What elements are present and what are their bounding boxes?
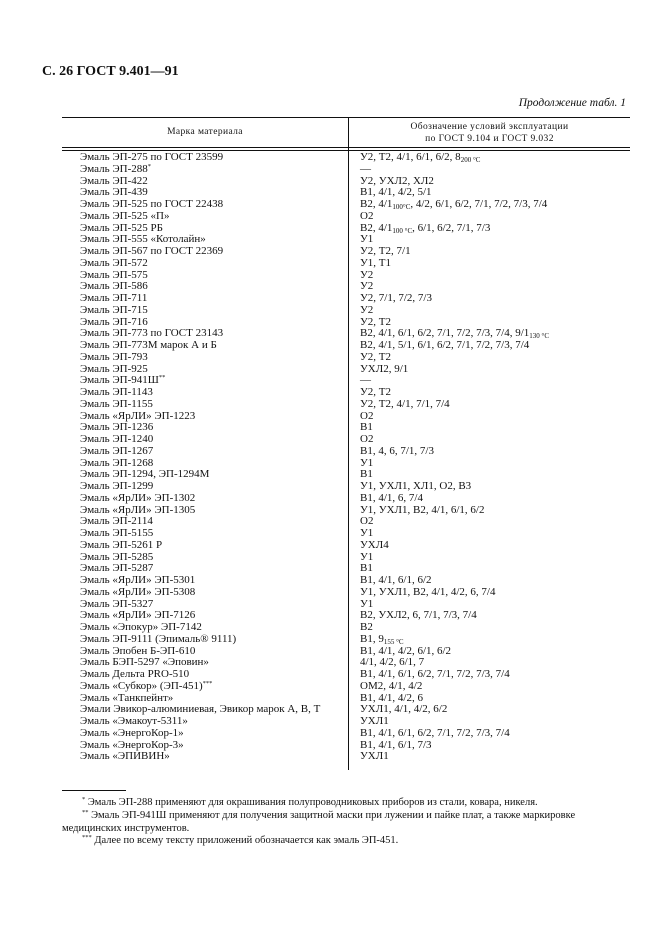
material-name-text: Эмаль ЭП-422 (80, 174, 148, 187)
conditions-text: В1, 4/1, 6/1, 7/3 (360, 738, 432, 751)
material-name-text: Эмаль ЭП-5285 (80, 550, 154, 563)
conditions-tail: , 4/2, 6/1, 6/2, 7/1, 7/2, 7/3, 7/4 (410, 198, 548, 210)
material-name-text: Эмаль «Танкпейнт» (80, 691, 174, 704)
material-name-text: Эмаль «ЯрЛИ» ЭП-1302 (80, 491, 196, 504)
material-name-text: Эмаль ЭП-1143 (80, 386, 153, 398)
conditions-text: О2 (360, 515, 374, 528)
conditions-text: ОМ2, 4/1, 4/2 (360, 679, 423, 692)
footnote-mark: *** (202, 679, 213, 687)
conditions-text: О2 (360, 433, 374, 445)
footnote (62, 810, 622, 835)
material-name-text: Эмаль ЭП-773 по ГОСТ 23143 (80, 327, 224, 340)
conditions-text: В1, 9 (360, 632, 384, 645)
conditions-text: У1 (360, 550, 374, 563)
conditions-text: В1 (360, 562, 373, 575)
material-name-text: Эмаль ЭП-5261 Р (80, 538, 163, 551)
material-name-text: Эмаль БЭП-5297 «Эповин» (80, 656, 209, 669)
conditions-text: У2, Т2 (360, 386, 392, 398)
material-name-text: Эмаль «ЯрЛИ» ЭП-1305 (80, 503, 196, 516)
conditions-text: В2, УХЛ2, 6, 7/1, 7/3, 7/4 (360, 609, 477, 622)
conditions-text: В1, 4/1, 4/2, 6 (360, 691, 423, 704)
conditions-text: В1 (360, 421, 373, 434)
footnote-mark: * (147, 162, 152, 170)
material-name-text: Эмаль Дельта PRO-510 (80, 668, 190, 680)
material-name-text: Эмаль ЭП-1299 (80, 480, 154, 492)
footnote (62, 835, 622, 848)
conditions-text: УХЛ1 (360, 750, 389, 763)
conditions-text: УХЛ1 (360, 715, 389, 727)
material-name-text: Эмаль ЭП-1236 (80, 421, 154, 434)
material-name-text: Эмаль ЭП-1155 (80, 397, 153, 410)
material-name-text: Эмаль ЭП-5287 (80, 562, 154, 575)
material-name-text: Эмаль ЭП-1268 (80, 456, 154, 469)
conditions-text: У2, Т2 (360, 350, 392, 363)
material-name-text: Эмаль ЭП-1267 (80, 444, 154, 457)
operating-conditions (360, 152, 480, 164)
material-name-text: Эмаль ЭП-2114 (80, 515, 153, 528)
conditions-text: УХЛ2, 9/1 (360, 362, 409, 375)
table-top-border (62, 117, 630, 118)
operating-conditions (360, 399, 450, 411)
material-name-text: Эмаль ЭП-567 по ГОСТ 22369 (80, 245, 224, 257)
temperature-subscript: 100 °C (392, 226, 413, 235)
operating-conditions (360, 610, 477, 622)
material-name-text: Эмаль ЭП-1240 (80, 433, 154, 445)
conditions-text: О2 (360, 409, 374, 422)
material-name-text: Эмаль ЭП-716 (80, 315, 148, 328)
column-header-material: Марка материала (167, 127, 243, 137)
conditions-text: У2, Т2 (360, 315, 392, 328)
conditions-text: У2 (360, 268, 374, 281)
conditions-text: У2, 7/1, 7/2, 7/3 (360, 292, 432, 304)
material-name-text: Эмаль ЭП-5327 (80, 597, 154, 610)
temperature-subscript: 100°C (392, 203, 411, 211)
conditions-text: У1, УХЛ1, В2, 4/1, 6/1, 6/2 (360, 503, 485, 516)
material-name-text: Эмаль Эпобен Б-ЭП-610 (80, 644, 196, 657)
header-double-line-top (62, 147, 630, 148)
conditions-text: У2, Т2, 7/1 (360, 245, 411, 257)
material-name-text: Эмаль ЭП-1294, ЭП-1294М (80, 468, 210, 481)
conditions-tail: , 6/1, 6/2, 7/1, 7/3 (412, 221, 491, 234)
material-name-text: Эмаль ЭП-793 (80, 350, 148, 363)
material-name-text: Эмаль «ЯрЛИ» ЭП-5308 (80, 585, 196, 598)
material-name-text: Эмаль ЭП-715 (80, 303, 148, 316)
material-name-text: Эмаль ЭП-575 (80, 268, 148, 281)
table-row (0, 751, 661, 763)
footnote-mark: * (82, 796, 86, 803)
footnote-separator (62, 790, 126, 791)
conditions-text: В1, 4/1, 6/1, 6/2, 7/1, 7/2, 7/3, 7/4 (360, 726, 510, 739)
conditions-text: В1, 4, 6, 7/1, 7/3 (360, 444, 434, 457)
column-header-conditions (349, 121, 630, 145)
conditions-text: У1, УХЛ1, В2, 4/1, 4/2, 6, 7/4 (360, 585, 496, 598)
material-name-text: Эмаль «Субкор» (ЭП-451) (80, 679, 203, 692)
operating-conditions (360, 223, 490, 235)
conditions-text: У2, Т2, 4/1, 6/1, 6/2, 8 (360, 151, 461, 163)
conditions-text: У2, Т2, 4/1, 7/1, 7/4 (360, 397, 450, 410)
table-body (0, 152, 661, 763)
material-name-text: Эмаль «ЯрЛИ» ЭП-7126 (80, 609, 196, 622)
material-name-text: Эмаль «ЯрЛИ» ЭП-5301 (80, 574, 196, 586)
temperature-subscript: 155 °C (383, 637, 404, 646)
conditions-text: — (360, 374, 371, 387)
material-name-text: Эмаль «ЯрЛИ» ЭП-1223 (80, 409, 196, 422)
material-name-text: Эмаль ЭП-941Ш (80, 374, 159, 387)
conditions-text: В1, 4/1, 4/2, 6/1, 6/2 (360, 644, 452, 657)
material-name-text: Эмаль ЭП-525 по ГОСТ 22438 (80, 198, 224, 210)
material-name-text: Эмаль ЭП-525 РБ (80, 221, 163, 234)
conditions-text: В2, 4/1 (360, 198, 393, 210)
operating-conditions (360, 751, 389, 763)
conditions-text: У1 (360, 456, 374, 469)
material-name-text: Эмаль ЭП-5155 (80, 527, 154, 539)
material-name-text: Эмаль ЭП-586 (80, 280, 148, 293)
conditions-text: У1 (360, 233, 374, 246)
conditions-text: У2 (360, 303, 374, 316)
conditions-text: О2 (360, 209, 374, 222)
conditions-text: У2, УХЛ2, ХЛ2 (360, 174, 434, 187)
conditions-text: В2 (360, 621, 373, 633)
material-name (80, 751, 170, 763)
footnote-mark: *** (82, 834, 92, 841)
conditions-text: У1, УХЛ1, ХЛ1, О2, В3 (360, 480, 472, 492)
footnote (62, 797, 622, 810)
conditions-text: УХЛ4 (360, 538, 389, 551)
table-continuation-label: Продолжение табл. 1 (518, 97, 626, 109)
column-header-conditions-line1: Обозначение условий эксплуатации (410, 122, 569, 132)
conditions-text: В1, 4/1, 6/1, 6/2, 7/1, 7/2, 7/3, 7/4 (360, 668, 510, 680)
material-name-text: Эмаль ЭП-555 «Котолайн» (80, 233, 206, 246)
footnote-mark: ** (158, 374, 166, 382)
material-name-text: Эмаль «ЭнергоКор-1» (80, 726, 184, 739)
material-name-text: Эмаль ЭП-288 (80, 162, 148, 175)
material-name-text: Эмаль ЭП-773М марок А и Б (80, 339, 217, 351)
material-name-text: Эмаль ЭП-525 «П» (80, 209, 170, 222)
footnote-text: Эмаль ЭП-288 применяют для окрашивания полупроводниковых приборов из стали, ковара, никеля. (85, 797, 538, 808)
material-name-text: Эмаль «Эмакоут-5311» (80, 715, 188, 727)
conditions-text: 4/1, 4/2, 6/1, 7 (360, 656, 425, 669)
conditions-text: УХЛ1, 4/1, 4/2, 6/2 (360, 703, 448, 716)
conditions-text: У1, Т1 (360, 256, 392, 269)
operating-conditions (360, 199, 547, 211)
conditions-text: — (360, 162, 371, 175)
material-name-text: Эмаль ЭП-275 по ГОСТ 23599 (80, 151, 224, 163)
material-name-text: Эмали Эвикор-алюминиевая, Эвикор марок А, В, Т (80, 703, 321, 716)
operating-conditions (360, 505, 485, 517)
conditions-text: В1, 4/1, 6/1, 6/2 (360, 574, 432, 586)
material-name-text: Эмаль «Эпокур» ЭП-7142 (80, 621, 202, 633)
conditions-text: В2, 4/1, 6/1, 6/2, 7/1, 7/2, 7/3, 7/4, 9/1 (360, 327, 530, 340)
footnote-text: Далее по всему тексту приложений обозначается как эмаль ЭП-451. (91, 835, 399, 846)
material-name-text: Эмаль ЭП-9111 (Эпималь® 9111) (80, 632, 237, 645)
conditions-text: У2 (360, 280, 374, 293)
page-title: С. 26 ГОСТ 9.401—91 (42, 64, 179, 79)
footnote-mark: ** (82, 809, 89, 816)
footnote-text: Эмаль ЭП-941Ш применяют для получения защитной маски при лужении и пайке плат, а также маркировке медицинских инструментов. (62, 810, 576, 834)
temperature-subscript: 200 °C (460, 156, 481, 164)
conditions-text: У1 (360, 527, 374, 539)
column-header-conditions-line2: по ГОСТ 9.104 и ГОСТ 9.032 (425, 134, 554, 144)
conditions-text: В2, 4/1, 5/1, 6/1, 6/2, 7/1, 7/2, 7/3, 7/4 (360, 339, 530, 351)
material-name-text: Эмаль ЭП-711 (80, 292, 148, 304)
conditions-text: В2, 4/1 (360, 221, 393, 234)
material-name-text: Эмаль «ЭнергоКор-3» (80, 738, 184, 751)
conditions-text: В1, 4/1, 6, 7/4 (360, 491, 423, 504)
material-name-text: Эмаль ЭП-925 (80, 362, 148, 375)
conditions-text: В1 (360, 468, 373, 481)
material-name-text: Эмаль «ЭПИВИН» (80, 750, 170, 763)
material-name-text: Эмаль ЭП-572 (80, 256, 148, 269)
temperature-subscript: 130 °C (529, 332, 550, 341)
material-name-text: Эмаль ЭП-439 (80, 186, 148, 199)
conditions-text: У1 (360, 597, 374, 610)
operating-conditions (360, 587, 496, 599)
conditions-text: В1, 4/1, 4/2, 5/1 (360, 186, 432, 199)
